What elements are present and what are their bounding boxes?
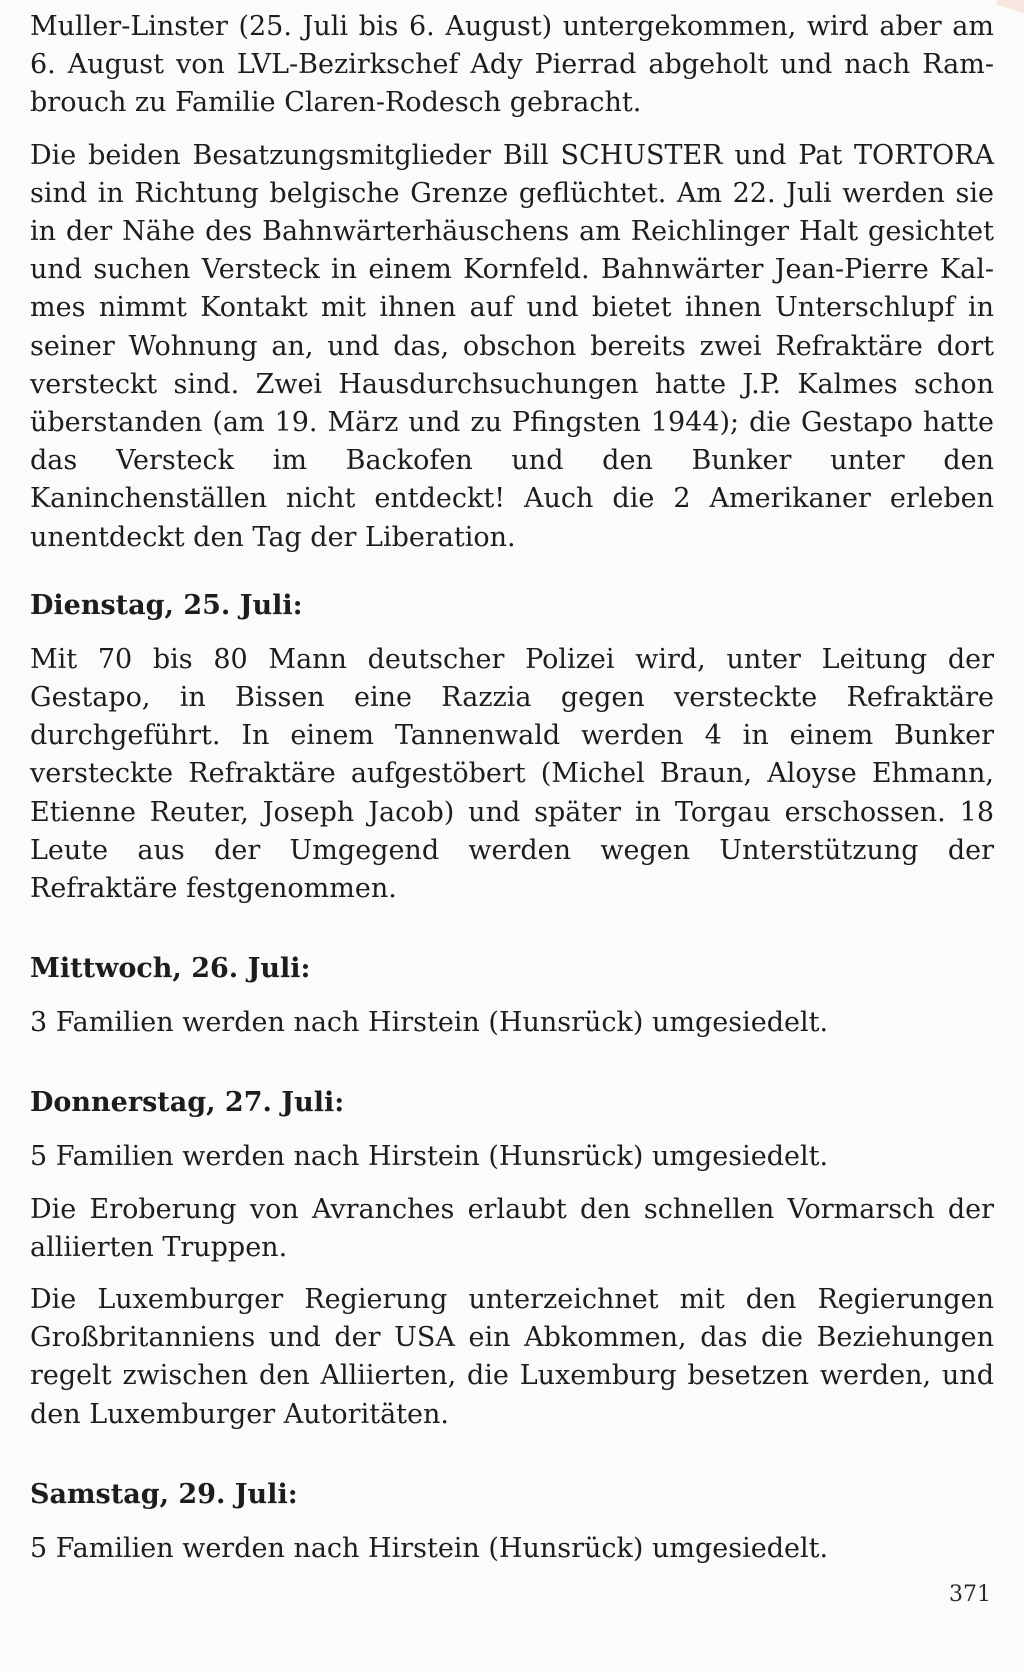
section-dienstag-25-juli <box>30 587 994 908</box>
section-mittwoch-26-juli <box>30 950 994 1042</box>
paragraph-intro-2: Die beiden Besatzungsmitglieder Bill SCHUSTER und Pat TORTORA sind in Richtung belgische Grenze geflüchtet. Am 22. Juli werden sie in der Nähe des Bahnwärterhäuschens am Reichlinger Halt gesichtet und suchen Versteck in einem Kornfeld. Bahnwärter Jean-Pierre Kalmes nimmt Kontakt mit ihnen auf und bietet ihnen Unterschlupf in seiner Wohnung an, und das, obschon bereits zwei Refraktäre dort versteckt sind. Zwei Hausdurchsuchungen hatte J.P. Kalmes schon überstanden (am 19. März und zu Pfingsten 1944); die Gestapo hatte das Versteck im Backofen und den Bunker unter den Kaninchenställen nicht entdeckt! Auch die 2 Amerikaner erleben unentdeckt den Tag der Liberation. <box>30 139 994 553</box>
section-heading: Mittwoch, 26. Juli: <box>30 953 311 985</box>
page-corner-mark <box>996 0 1024 15</box>
text-column <box>30 8 994 1582</box>
section-paragraph: Die Eroberung von Avranches erlaubt den schnellen Vormarsch der alliierten Truppen. <box>30 1193 994 1263</box>
section-paragraph: Mit 70 bis 80 Mann deutscher Polizei wird, unter Leitung der Gestapo, in Bissen eine Razzia gegen versteckte Refraktäre durchgeführt. In einem Tannenwald werden 4 in einem Bunker versteckte Refraktäre aufgestöbert (Michel Braun, Aloyse Ehmann, Etienne Reuter, Joseph Jacob) und später in Torgau erschossen. 18 Leute aus der Umgegend werden wegen Unterstützung der Refraktäre festgenommen. <box>30 643 994 905</box>
section-paragraph: 5 Familien werden nach Hirstein (Hunsrück) umgesiedelt. <box>30 1141 829 1173</box>
section-paragraph: 3 Familien werden nach Hirstein (Hunsrück) umgesiedelt. <box>30 1007 829 1039</box>
paragraph-intro-1: Muller-Linster (25. Juli bis 6. August) untergekommen, wird aber am 6. August von LVL-Bezirkschef Ady Pierrad abgeholt und nach Rambrouch zu Familie Claren-Rodesch gebracht. <box>30 11 994 119</box>
section-donnerstag-27-juli <box>30 1084 994 1433</box>
section-paragraph: 5 Familien werden nach Hirstein (Hunsrück) umgesiedelt. <box>30 1532 829 1564</box>
section-heading: Dienstag, 25. Juli: <box>30 589 303 621</box>
page-number: 371 <box>949 1582 991 1607</box>
section-paragraph: Die Luxemburger Regierung unterzeichnet mit den Regierungen Großbritanniens und der USA ein Abkommen, das die Beziehungen regelt zwischen den Alliierten, die Luxemburg besetzen werden, und den Luxemburger Autoritäten. <box>30 1284 994 1430</box>
section-heading: Donnerstag, 27. Juli: <box>30 1087 345 1119</box>
section-samstag-29-juli <box>30 1476 994 1568</box>
section-heading: Samstag, 29. Juli: <box>30 1478 298 1510</box>
